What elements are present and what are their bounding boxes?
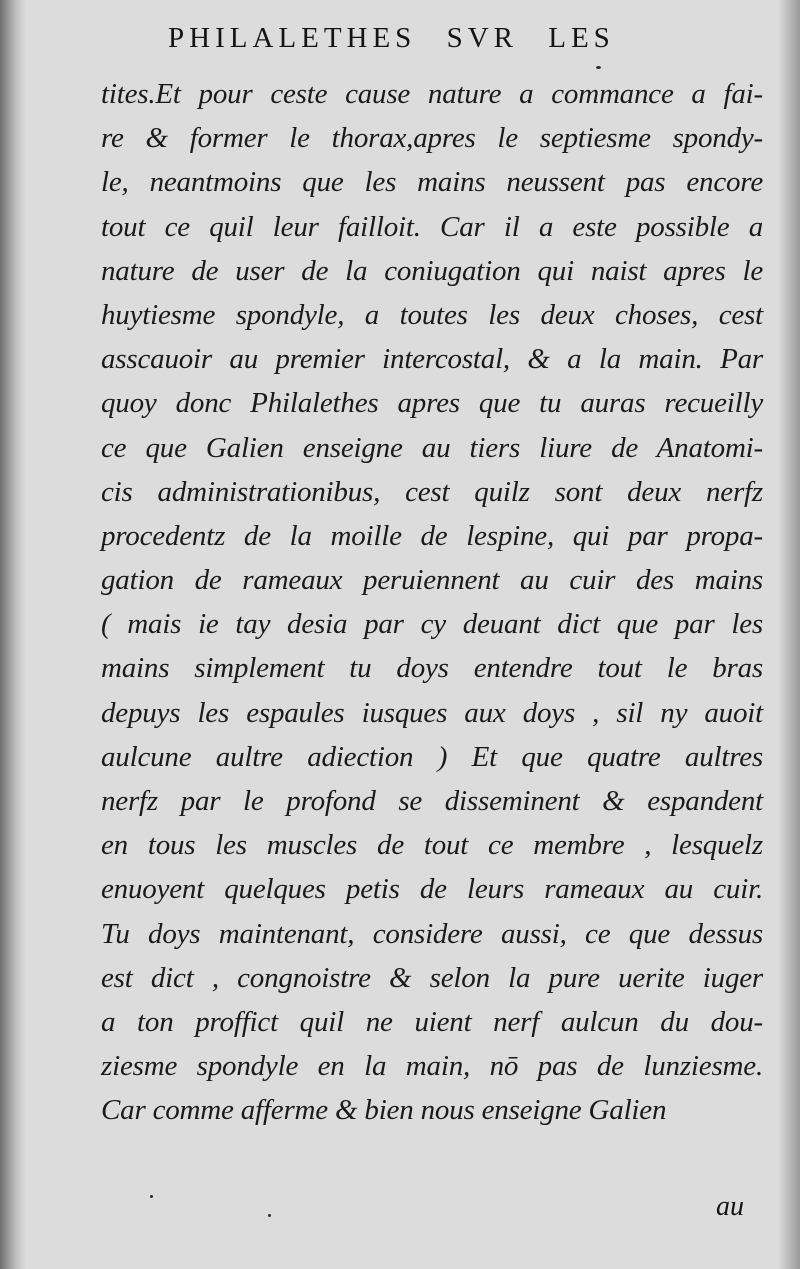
text-line: en tous les muscles de tout ce membre , lesquelz xyxy=(101,829,763,862)
text-line: huytiesme spondyle, a toutes les deux choses, cest xyxy=(101,298,763,331)
text-line: nature de user de la coniugation qui naist apres le xyxy=(101,254,763,287)
text-line: quoy donc Philalethes apres que tu auras recueilly xyxy=(101,387,763,420)
text-line: a ton proffict quil ne uient nerf aulcun du dou- xyxy=(101,1005,763,1038)
text-line: depuys les espaules iusques aux doys , sil ny auoit xyxy=(101,696,763,729)
text-line: asscauoir au premier intercostal, & a la main. Par xyxy=(101,343,763,376)
ink-speck xyxy=(596,66,601,69)
text-line: enuoyent quelques petis de leurs rameaux au cuir. xyxy=(101,873,763,906)
text-line: ( mais ie tay desia par cy deuant dict que par les xyxy=(101,608,763,641)
body-text xyxy=(101,72,763,1133)
text-line: ce que Galien enseigne au tiers liure de Anatomi- xyxy=(101,431,763,464)
text-line: ziesme spondyle en la main, nō pas de lunziesme. xyxy=(101,1050,763,1083)
catchword: au xyxy=(716,1191,744,1222)
text-line: nerfz par le profond se disseminent & espandent xyxy=(101,785,763,817)
text-line: gation de rameaux peruiennent au cuir des mains xyxy=(101,564,763,597)
text-line: aulcune aultre adiection ) Et que quatre aultres xyxy=(101,740,763,773)
text-line: tites.Et pour ceste cause nature a commance a fai- xyxy=(101,78,763,110)
text-line: le, neantmoins que les mains neussent pas encore xyxy=(101,166,763,199)
text-line: mains simplement tu doys entendre tout le bras xyxy=(101,652,763,685)
text-line: est dict , congnoistre & selon la pure uerite iuger xyxy=(101,961,763,994)
text-line: Car comme afferme & bien nous enseigne Galien xyxy=(101,1094,667,1127)
text-line: cis administrationibus, cest quilz sont deux nerfz xyxy=(101,475,763,508)
ink-speck xyxy=(268,1214,271,1217)
text-line: Tu doys maintenant, considere aussi, ce que dessus xyxy=(101,917,763,950)
text-line: tout ce quil leur failloit. Car il a este possible a xyxy=(101,210,763,243)
text-line: procedentz de la moille de lespine, qui par propa- xyxy=(101,519,763,552)
running-head: PHILALETHES SVR LES xyxy=(168,22,615,54)
ink-speck xyxy=(150,1195,153,1198)
text-line: re & former le thorax,apres le septiesme spondy- xyxy=(101,122,763,155)
